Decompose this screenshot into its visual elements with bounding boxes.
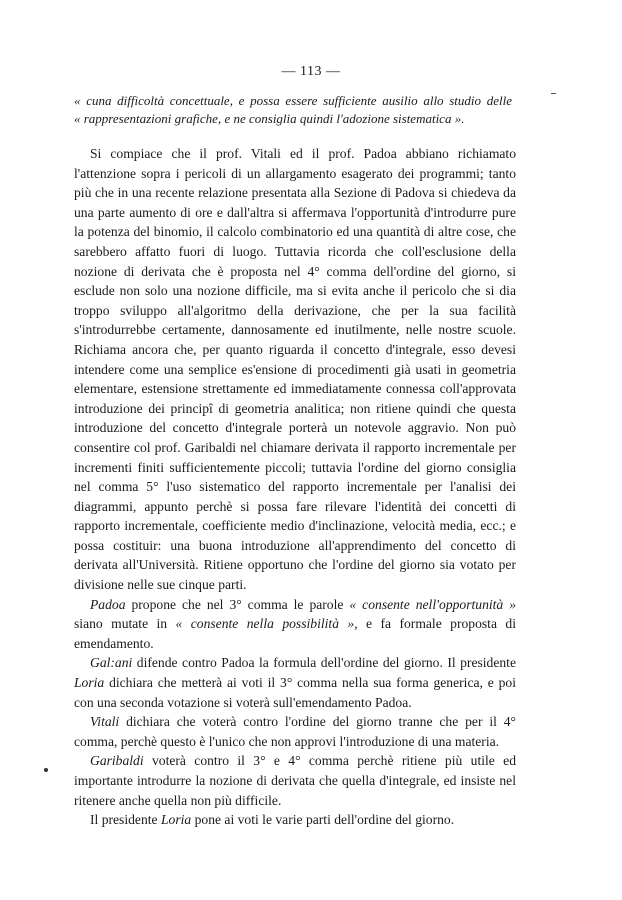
text-run: siano mutate in [74, 616, 176, 632]
paragraph [74, 751, 516, 810]
text-run: difende contro Padoa la formula dell'ordine del giorno. Il presidente [132, 655, 516, 671]
quoted-phrase: « consente nell'opportunità » [349, 596, 516, 612]
quote-line: « cuna difficoltà concettuale, e possa essere sufficiente ausilio allo studio delle [74, 93, 512, 108]
speaker-name: Vitali [90, 714, 120, 730]
speaker-name: Garibaldi [90, 753, 144, 769]
quoted-passage [74, 92, 512, 128]
speaker-name: Loria [74, 675, 105, 691]
text-run: , e fa formale proposta di emendamento. [74, 616, 516, 651]
text-run: dichiara che metterà ai voti il 3° comma nella sua forma generica, e poi con una seconda votazione si voterà sull'emendamento Padoa. [74, 675, 516, 710]
text-run: propone che nel 3° comma le parole [125, 596, 350, 612]
paragraph [74, 595, 516, 654]
speaker-name: Loria [160, 812, 192, 828]
quote-line: « rappresentazioni grafiche, e ne consiglia quindi l'adozione sistematica ». [74, 111, 465, 126]
speaker-name: Padoa [90, 596, 126, 612]
page-number: — 113 — [281, 64, 341, 79]
paragraph [74, 810, 516, 830]
text-run: Il presidente [90, 812, 161, 828]
quoted-phrase: « consente nella possibilità » [175, 616, 355, 632]
paragraph [74, 712, 516, 751]
text-run: voterà contro il 3° e 4° comma perchè ritiene più utile ed importante introdurre la nozione di derivata che quella d'integrale, ed insiste nel ritenere anche quella non più difficile. [74, 753, 516, 808]
margin-dot [44, 768, 48, 772]
margin-mark [551, 93, 556, 94]
text-run: pone ai voti le varie parti dell'ordine del giorno. [191, 812, 455, 828]
speaker-name: Gal:ani [90, 655, 133, 671]
body-text [74, 144, 516, 830]
text-run: dichiara che voterà contro l'ordine del giorno tranne che per il 4° comma, perchè questo è l'unico che non approvi l'introduzione di una materia. [74, 714, 516, 749]
paragraph: Si compiace che il prof. Vitali ed il prof. Padoa abbiano richiamato l'attenzione sopra i pericoli di un allargamento esagerato dei programmi; tanto più che in una recente relazione presentata alla Sezione di Padova si chiedeva da una parte aumento di ore e dall'altra si affermava l'opportunità d'introdurre pure la potenza del binomio, il calcolo combinatorio ed una quantità di altre cose, che sarebbero affatto fuori di luogo. Tuttavia ricorda che coll'esclusione della nozione di derivata che è proposta nel 4° comma dell'ordine del giorno, si esclude non solo una nozione difficile, ma si evita anche il pericolo che si dia troppo sviluppo all'algoritmo della derivazione, che per la sua facilità s'introdurrebbe certamente, dannosamente ed inutilmente, nelle nostre scuole. Richiama ancora che, per quanto riguarda il concetto d'integrale, esso devesi intendere come una semplice es'ensione di procedimenti già usati in geometria elementare, estensione strettamente ed immediatamente connessa coll'approvata introduzione dei principî di geometria analitica; non ritiene quindi che questa introduzione del concetto d'integrale porterà un notevole aggravio. Non può consentire col prof. Garibaldi nel chiamare derivata il rapporto incrementale per incrementi finiti sufficientemente piccoli; tuttavia l'ordine del giorno consiglia nel comma 5° l'uso sistematico del rapporto incrementale per l'analisi dei diagrammi, appunto perchè si possa fare rilevare l'identità dei concetti di rapporto incrementale, coefficiente medio d'inclinazione, velocità media, ecc.; e possa costituir: una buona introduzione all'apprendimento del concetto di derivata all'Università. Ritiene opportuno che l'ordine del giorno sia votato per divisione nelle sue cinque parti. [74, 146, 516, 593]
paragraph [74, 653, 516, 712]
